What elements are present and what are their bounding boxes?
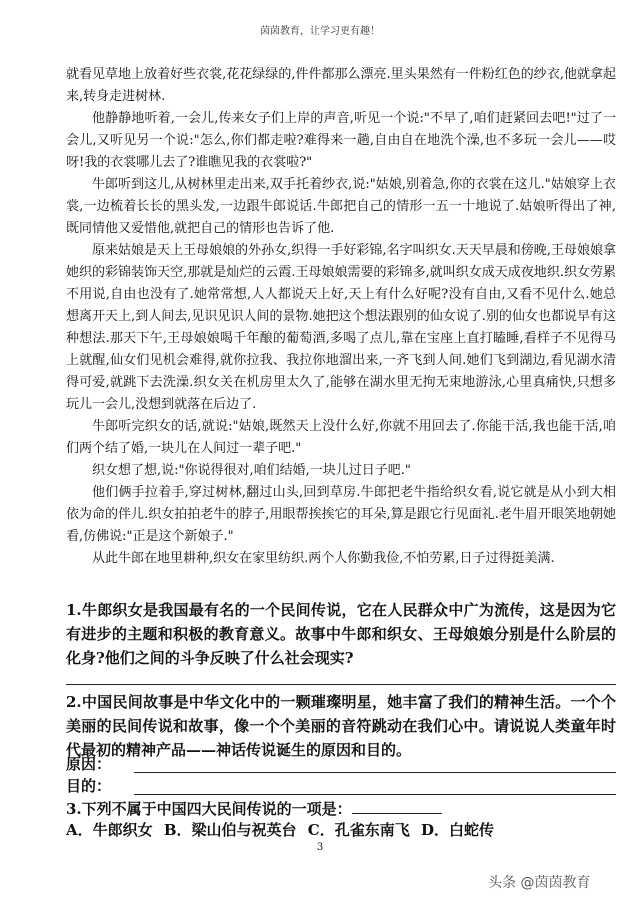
- story-paragraph: 牛郎听完织女的话,就说:"姑娘,既然天上没什么好,你就不用回去了.你能干活,我也能干活,咱们两个结了婚,一块儿在人间过一辈子吧.": [66, 419, 616, 456]
- page-header: 茵茵教育，让学习更有趣！: [260, 26, 380, 37]
- question-2: 2.中国民间故事是中华文化中的一颗璀璨明星，她丰富了我们的精神生活。一个个美丽的民间传说和故事，像一个个美丽的音符跳动在我们心中。请说说人类童年时代最初的精神产品——神话传说诞生的原因和目的。: [66, 693, 616, 759]
- watermark: 头条 @茵茵教育: [488, 875, 591, 891]
- story-paragraph: 织女想了想,说:"你说得很对,咱们结婚,一块儿过日子吧.": [92, 463, 411, 478]
- purpose-answer-line[interactable]: [134, 794, 616, 795]
- story-paragraph: 牛郎听到这儿,从树林里走出来,双手托着纱衣,说:"姑娘,别着急,你的衣裳在这儿."姑娘穿上衣裳,一边梳着长长的黑头发,一边跟牛郎说话.牛郎把自己的情形一五一十地说了.姑娘听得出了神,既同情他又爱惜他,就把自己的情形也告诉了他.: [66, 177, 616, 236]
- story-text: [66, 64, 616, 570]
- page-number: 3: [316, 842, 324, 853]
- reason-answer-line[interactable]: [134, 772, 616, 773]
- option-c[interactable]: C．孔雀东南飞: [307, 821, 410, 839]
- reason-label: 原因：: [66, 755, 112, 773]
- story-paragraph: 从此牛郎在地里耕种,织女在家里纺织.两个人你勤我俭,不怕劳累,日子过得挺美满.: [92, 551, 555, 566]
- story-paragraph: 就看见草地上放着好些衣裳,花花绿绿的,件件都那么漂亮.里头果然有一件粉红色的纱衣,他就拿起来,转身走进树林.: [66, 67, 616, 104]
- story-paragraph: 他们俩手拉着手,穿过树林,翻过山头,回到草房.牛郎把老牛指给织女看,说它就是从小到大相依为命的伴儿.织女拍拍老牛的脖子,用眼帮挨挨它的耳朵,算是跟它行见面礼.老牛眉开眼笑地朝她看,仿佛说:"正是这个新娘子.": [66, 485, 616, 544]
- option-b[interactable]: B．梁山伯与祝英台: [163, 821, 297, 839]
- option-d[interactable]: D．白蛇传: [420, 821, 494, 839]
- purpose-field: [66, 775, 616, 799]
- question-3: [66, 797, 616, 821]
- answer-line[interactable]: [66, 684, 616, 685]
- option-a[interactable]: A．牛郎织女: [66, 821, 153, 839]
- question-3-blank[interactable]: [352, 797, 442, 814]
- question-3-options: [66, 819, 616, 840]
- question-3-text: 3.下列不属于中国四大民间传说的一项是：: [66, 800, 352, 818]
- question-1: 1.牛郎织女是我国最有名的一个民间传说，它在人民群众中广为流传，这是因为它有进步的主题和积极的教育意义。故事中牛郎和织女、王母娘娘分别是什么阶层的化身?他们之间的斗争反映了什么社会现实?: [66, 601, 616, 667]
- reason-field: [66, 753, 616, 777]
- purpose-label: 目的：: [66, 777, 112, 795]
- story-paragraph: 原来姑娘是天上王母娘娘的外孙女,织得一手好彩锦,名字叫织女.天天早晨和傍晚,王母娘娘拿她织的彩锦装饰天空,那就是灿烂的云霞.王母娘娘需要的彩锦多,就叫织女成天成夜地织.织女劳累不用说,自由也没有了.她常常想,人人都说天上好,天上有什么好呢?没有自由,又看不见什么.她总想离开天上,到人间去,见识见识人间的景物.她把这个想法跟别的仙女说了.别的仙女也都说早有这种想法.那天下午,王母娘娘喝千年酿的葡萄酒,多喝了点儿,靠在宝座上直打瞌睡,看样子不见得马上就醒,仙女们见机会难得,就你拉我、我拉你地溜出来,一齐飞到人间.她们飞到湖边,看见湖水清得可爱,就跳下去洗澡.织女关在机房里太久了,能够在湖水里无拘无束地游泳,心里真痛快,只想多玩儿一会儿,没想到就落在后边了.: [66, 243, 616, 412]
- story-paragraph: 他静静地听着,一会儿,传来女子们上岸的声音,听见一个说:"不早了,咱们赶紧回去吧!"过了一会儿,又听见另一个说:"怎么,你们都走啦?难得来一趟,自由自在地洗个澡,也不多玩一会儿——哎呀!我的衣裳哪儿去了?谁瞧见我的衣裳啦?": [66, 111, 616, 170]
